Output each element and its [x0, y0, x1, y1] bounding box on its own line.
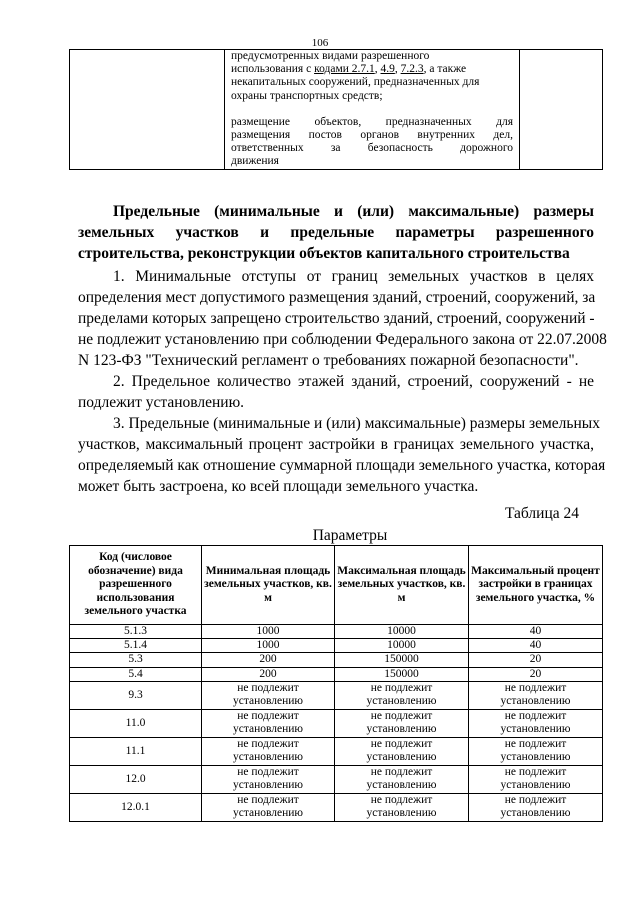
table-cell: 200: [202, 653, 335, 667]
table-cell: не подлежит установлению: [202, 709, 335, 737]
table-cell: 40: [469, 639, 603, 653]
description-line: размещение объектов, предназначенных для: [231, 115, 513, 128]
table-cell: 11.1: [70, 737, 202, 765]
table-cell: не подлежит установлению: [335, 737, 469, 765]
table-caption: Таблица 24: [504, 505, 579, 522]
table-cell: 5.1.4: [70, 639, 202, 653]
header-max-percent: Максимальный процент застройки в границах земельного участка, %: [469, 546, 603, 625]
continued-table-col3: [520, 50, 603, 170]
table-row: [70, 709, 603, 737]
table-cell: 150000: [335, 667, 469, 681]
table-row: [70, 765, 603, 793]
table-cell: 20: [469, 653, 603, 667]
table-cell: не подлежит установлению: [469, 793, 603, 821]
body-text: [78, 266, 607, 497]
table-cell: не подлежит установлению: [202, 793, 335, 821]
table-cell: не подлежит установлению: [335, 793, 469, 821]
table-cell: 10000: [335, 639, 469, 653]
table-header-row: [70, 546, 603, 625]
link-codes-2-7-1[interactable]: кодами 2.7.1: [314, 63, 375, 76]
description-line: движения: [231, 155, 279, 168]
table-cell: 5.4: [70, 667, 202, 681]
table-row: [70, 737, 603, 765]
table-cell: не подлежит установлению: [469, 765, 603, 793]
table-cell: не подлежит установлению: [469, 709, 603, 737]
description-line: размещения постов органов внутренних дел,: [231, 129, 513, 142]
table-cell: 10000: [335, 625, 469, 639]
table-cell: не подлежит установлению: [335, 765, 469, 793]
paragraph-3: 3. Предельные (минимальные и (или) максимальные) размеры земельных участков, максимальный процент застройки в границах земельного участка, определяемый как отношение суммарной площади земельного участка, которая может быть застроена, ко всей площади земельного участка.: [78, 415, 606, 495]
description-line: некапитальных сооружений, предназначенных для: [231, 76, 480, 89]
table-cell: не подлежит установлению: [202, 681, 335, 709]
table-cell: 11.0: [70, 709, 202, 737]
description-line: использования с кодами 2.7.1, 4.9, 7.2.3, а также: [231, 63, 467, 76]
table-row: [70, 793, 603, 821]
continued-table-description: [225, 50, 520, 170]
table-cell: 12.0: [70, 765, 202, 793]
header-code: Код (числовое обозначение) вида разрешенного использования земельного участка: [70, 546, 202, 625]
table-cell: 40: [469, 625, 603, 639]
table-cell: не подлежит установлению: [202, 765, 335, 793]
table-row: [70, 667, 603, 681]
table-cell: 20: [469, 667, 603, 681]
table-cell: 5.1.3: [70, 625, 202, 639]
section-heading: Предельные (минимальные и (или) максимальные) размеры земельных участков и предельные параметры разрешенного строительства, реконструкции объектов капитального строительства: [78, 203, 594, 262]
description-line: предусмотренных видами разрешенного: [231, 50, 430, 62]
table-title: Параметры: [312, 527, 388, 544]
parameters-table: [69, 545, 603, 822]
table-cell: 12.0.1: [70, 793, 202, 821]
table-cell: не подлежит установлению: [335, 681, 469, 709]
table-cell: не подлежит установлению: [202, 737, 335, 765]
table-row: [70, 625, 603, 639]
table-cell: не подлежит установлению: [335, 709, 469, 737]
table-cell: не подлежит установлению: [469, 681, 603, 709]
paragraph-2: 2. Предельное количество этажей зданий, строений, сооружений - не подлежит установлению.: [78, 373, 594, 411]
header-max-area: Максимальная площадь земельных участков, кв. м: [335, 546, 469, 625]
table-cell: 200: [202, 667, 335, 681]
table-row: [70, 653, 603, 667]
table-cell: 5.3: [70, 653, 202, 667]
link-code-7-2-3[interactable]: 7.2.3: [400, 63, 424, 76]
continued-table: [69, 49, 603, 170]
table-cell: 1000: [202, 625, 335, 639]
header-min-area: Минимальная площадь земельных участков, кв. м: [202, 546, 335, 625]
link-code-4-9[interactable]: 4.9: [380, 63, 395, 76]
description-line: охраны транспортных средств;: [231, 89, 383, 102]
description-line: ответственных за безопасность дорожного: [231, 142, 513, 155]
table-cell: 150000: [335, 653, 469, 667]
paragraph-1: 1. Минимальные отступы от границ земельных участков в целях определения мест допустимого размещения зданий, строений, сооружений, за пределами которых запрещено строительство зданий, строений, сооружений - не подлежит установлению при соблюдении Федерального закона от 22.07.2008 N 123-ФЗ "Технический регламент о требованиях пожарной безопасности".: [78, 268, 607, 369]
page-number: 106: [311, 37, 329, 49]
table-cell: 1000: [202, 639, 335, 653]
table-cell: не подлежит установлению: [469, 737, 603, 765]
table-row: [70, 681, 603, 709]
table-row: [70, 639, 603, 653]
table-cell: 9.3: [70, 681, 202, 709]
continued-table-col1: [70, 50, 225, 170]
